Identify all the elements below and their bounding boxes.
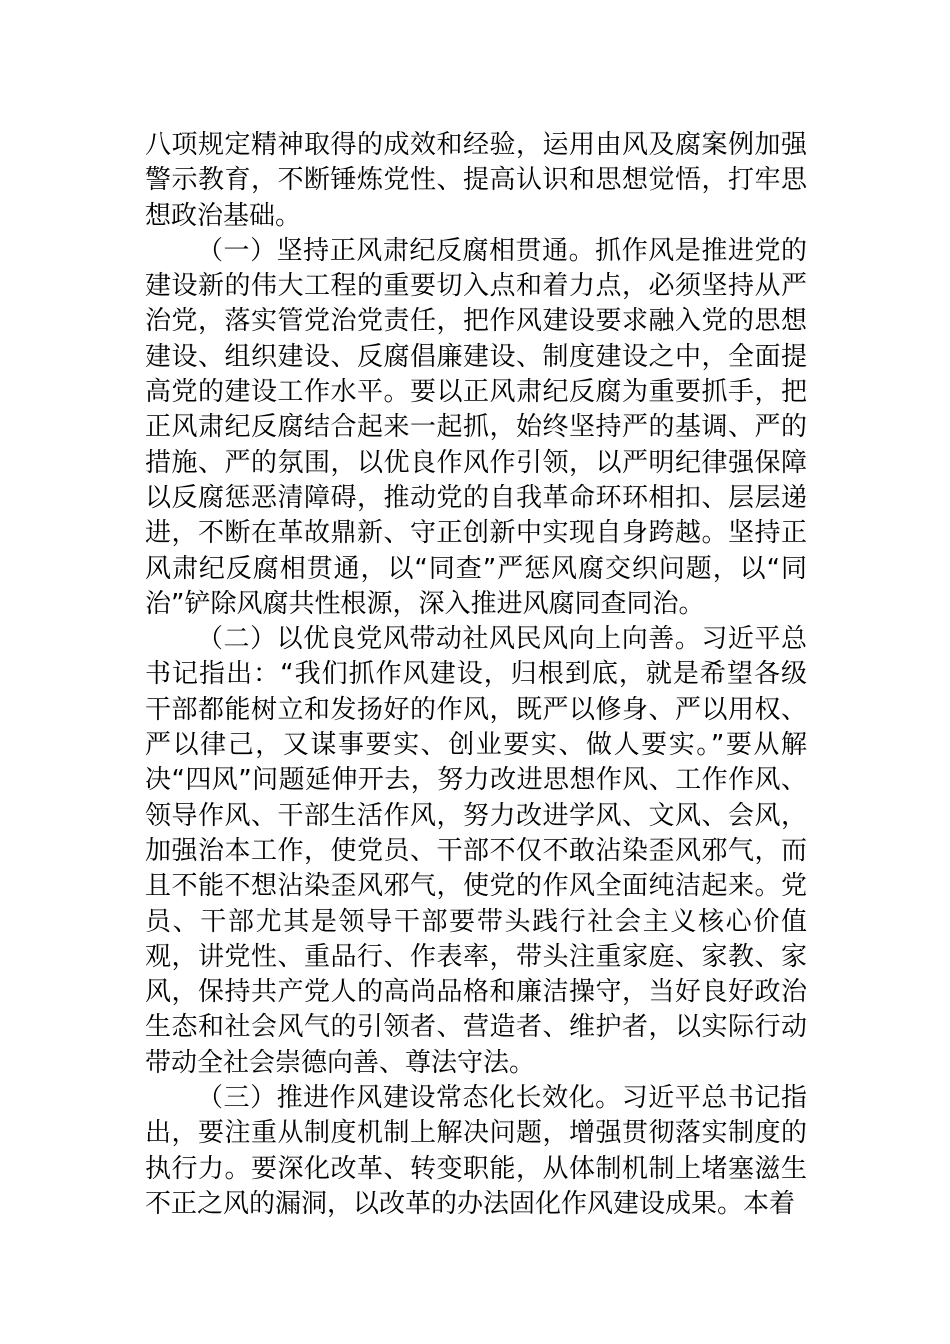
paragraph-section-2: （二）以优良党风带动社风民风向上向善。习近平总书记指出：“我们抓作风建设，归根到底，就是希望各级干部都能树立和发扬好的作风，既严以修身、严以用权、严以律己，又谋事要实、创业要实、做人要实。”要从解决“四风”问题延伸开去，努力改进思想作风、工作作风、领导作风、干部生活作风，努力改进学风、文风、会风，加强治本工作，使党员、干部不仅不敢沾染歪风邪气，而且不能不想沾染歪风邪气，使党的作风全面纯洁起来。党员、干部尤其是领导干部要带头践行社会主义核心价值观，讲党性、重品行、作表率，带头注重家庭、家教、家风，保持共产党人的高尚品格和廉洁操守，当好良好政治生态和社会风气的引领者、营造者、维护者，以实际行动带动全社会崇德向善、尊法守法。 [145,624,807,1078]
document-body [145,128,807,1222]
paragraph-continued: 八项规定精神取得的成效和经验，运用由风及腐案例加强警示教育，不断锤炼党性、提高认识和思想觉悟，打牢思想政治基础。 [145,130,807,231]
paragraph-section-1: （一）坚持正风肃纪反腐相贯通。抓作风是推进党的建设新的伟大工程的重要切入点和着力点，必须坚持从严治党，落实管党治党责任，把作风建设要求融入党的思想建设、组织建设、反腐倡廉建设、制度建设之中，全面提高党的建设工作水平。要以正风肃纪反腐为重要抓手，把正风肃纪反腐结合起来一起抓，始终坚持严的基调、严的措施、严的氛围，以优良作风作引领，以严明纪律强保障以反腐惩恶清障碍，推动党的自我革命环环相扣、层层递进，不断在革故鼎新、守正创新中实现自身跨越。坚持正风肃纪反腐相贯通，以“同查”严惩风腐交织问题，以“同治”铲除风腐共性根源，深入推进风腐同查同治。 [145,235,807,619]
paragraph-section-3: （三）推进作风建设常态化长效化。习近平总书记指出，要注重从制度机制上解决问题，增强贯彻落实制度的执行力。要深化改革、转变职能，从体制机制上堵塞滋生不正之风的漏洞，以改革的办法固化作风建设成果。本着 [145,1083,807,1219]
